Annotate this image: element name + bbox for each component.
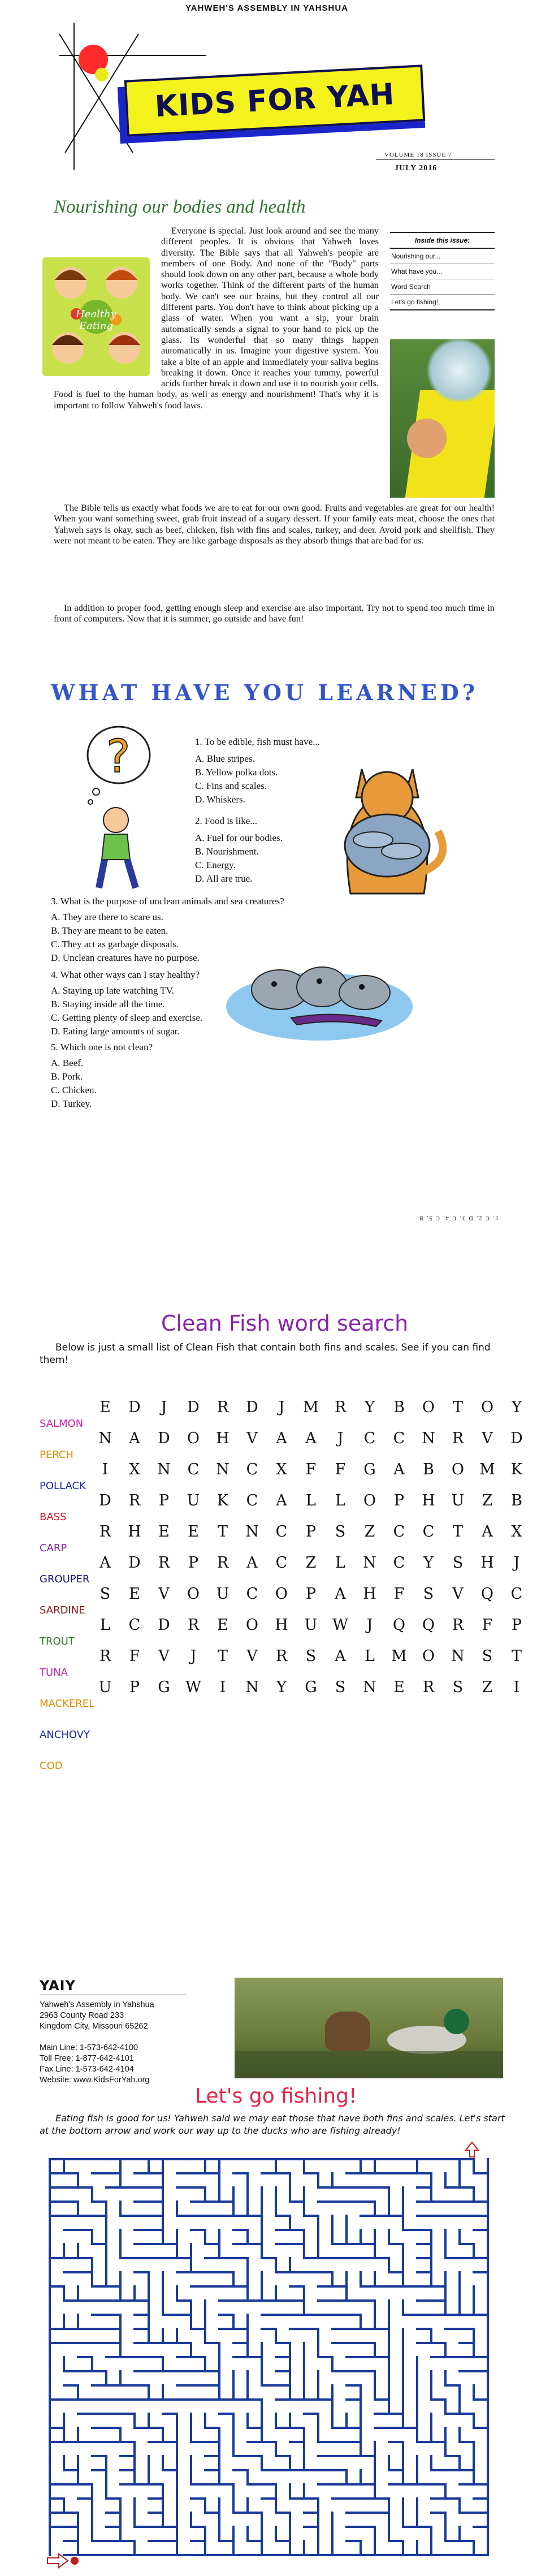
grid-letter[interactable]: R [128, 1492, 141, 1509]
para1-text: Everyone is special. Just look around and see the many different peoples. It is obvious that Yahweh loves diversity. The Bible says that all Yahweh's people are members of one Body. And none of the "Body" parts should look down on any other part, because a whole body works together. Think of the different parts of the human body. We can't see our brains, but they control all our different parts. You don't have to think about picking up a glass of water. When you want a sip, your brain automatically sends a signal to your hand to pick up the glass. Its wonderful that so many things happen automatically in us. Imagine your digestive system. You take a bite of an apple and immediately your saliva begins breaking it down. Once it reaches your tummy, powerful acids further break it down and use it to nourish your cells. Food is fuel to the human body, as well as energy and nourishment! That's why it is important to follow Yahweh's food laws. [54, 225, 379, 411]
grid-row [90, 1554, 531, 1585]
volume-label: VOLUME 18 ISSUE 7 [384, 152, 452, 158]
answer-option[interactable]: D. Whiskers. [195, 794, 245, 805]
grid-letter[interactable]: T [452, 1399, 463, 1416]
grid-letter[interactable]: D [510, 1430, 523, 1447]
grid-letter[interactable]: R [275, 1647, 288, 1665]
inside-item[interactable]: Let's go fishing! [391, 298, 439, 306]
para3-text: In addition to proper food, getting enough sleep and exercise are also important. Try not to spend too much time in front of computers. Now that it is summer, go outside and have fun! [54, 602, 495, 624]
grid-letter[interactable]: L [335, 1554, 345, 1572]
water-reflection [235, 2051, 503, 2078]
grid-letter[interactable]: R [216, 1554, 229, 1572]
grid-letter[interactable]: Y [276, 1679, 287, 1696]
fish-word: POLLACK [40, 1480, 86, 1492]
grid-letter[interactable]: B [511, 1492, 522, 1509]
grid-letter[interactable]: C [393, 1523, 405, 1541]
answer-option[interactable]: C. They act as garbage disposals. [51, 939, 179, 950]
grid-letter[interactable]: O [245, 1616, 259, 1634]
grid-letter[interactable]: C [393, 1554, 405, 1572]
answer-option[interactable]: A. Blue stripes. [195, 753, 255, 764]
grid-letter[interactable]: Z [364, 1523, 375, 1541]
duck-mallard-head [444, 2009, 469, 2034]
grid-letter[interactable]: T [217, 1523, 228, 1541]
fish-word: MACKEREL [40, 1698, 95, 1710]
answer-option[interactable]: D. Turkey. [51, 1098, 92, 1109]
newsletter-title: KIDS FOR YAH [154, 77, 396, 124]
grid-letter[interactable]: P [158, 1492, 170, 1509]
answer-option[interactable]: B. Pork. [51, 1071, 83, 1082]
grid-letter[interactable]: E [158, 1523, 170, 1541]
grid-letter[interactable]: J [513, 1554, 520, 1572]
grid-letter[interactable]: L [306, 1492, 316, 1509]
contact-line: Kingdom City, Missouri 65262 [40, 2022, 148, 2031]
fish-word: CARP [40, 1542, 67, 1554]
fish-word: SARDINE [40, 1604, 85, 1616]
grid-letter[interactable]: H [216, 1430, 229, 1447]
grid-letter[interactable]: S [335, 1523, 346, 1541]
grid-letter[interactable]: C [510, 1585, 523, 1603]
grid-letter[interactable]: Y [365, 1399, 375, 1416]
grid-letter[interactable]: N [98, 1430, 112, 1447]
grid-letter[interactable]: H [128, 1523, 141, 1541]
para2-text: The Bible tells us exactly what foods we are to eat for our own good. Fruits and vegetables are great for our health! When you want something sweet, grab fruit instead of a sugary dessert. If your family eats meat, choose the ones that Yahweh says is okay, such as beef, chicken, fish with fins and scales, turkey, and deer. Avoid pork and shellfish. They were not meant to be eaten. They are like garbage disposals as they absorb things that are bad for us. [54, 502, 495, 546]
grid-letter[interactable]: J [278, 1399, 285, 1416]
grid-letter[interactable]: H [480, 1554, 494, 1572]
grid-letter[interactable]: P [393, 1492, 405, 1509]
answer-option[interactable]: D. Eating large amounts of sugar. [51, 1026, 180, 1037]
fish-word: SALMON [40, 1418, 84, 1430]
grid-letter[interactable]: N [245, 1679, 259, 1696]
wordsearch-intro: Below is just a small list of Clean Fish that contain both fins and scales. See if you can find them! [40, 1342, 491, 1366]
grid-letter[interactable]: K [216, 1492, 229, 1509]
wordsearch-title: Clean Fish word search [161, 1311, 409, 1336]
vol-rule [376, 159, 495, 160]
grid-letter[interactable]: K [510, 1461, 523, 1478]
question-3 [51, 895, 367, 965]
grid-letter[interactable]: E [393, 1679, 405, 1696]
grid-letter[interactable]: R [158, 1554, 170, 1572]
ducks-photo [235, 1978, 503, 2078]
grid-row [90, 1647, 531, 1679]
answer-option[interactable]: A. Fuel for our bodies. [195, 832, 283, 843]
fish-eating-illustration [223, 956, 415, 1046]
contact-line: Main Line: 1-573-642-4100 [40, 2043, 138, 2052]
contact-line: Yahweh's Assembly in Yahshua [40, 2000, 154, 2009]
grid-letter[interactable]: I [513, 1679, 520, 1696]
inside-title: Inside this issue: [390, 233, 495, 249]
grid-letter[interactable]: O [480, 1399, 494, 1416]
grid-letter[interactable]: S [452, 1554, 464, 1572]
grid-letter[interactable]: R [216, 1399, 229, 1416]
grid-row [90, 1430, 531, 1461]
fish-word: PERCH [40, 1449, 73, 1461]
grid-letter[interactable]: S [305, 1647, 317, 1665]
grid-letter[interactable]: P [511, 1616, 522, 1634]
grid-letter[interactable]: F [335, 1461, 346, 1478]
grid-letter[interactable]: R [452, 1616, 464, 1634]
grid-letter[interactable]: S [99, 1585, 111, 1603]
grid-letter[interactable]: D [99, 1492, 111, 1509]
grid-letter[interactable]: F [482, 1616, 493, 1634]
grid-letter[interactable]: Q [392, 1616, 406, 1634]
question-text: 4. What other ways can I stay healthy? [51, 969, 200, 980]
grid-letter[interactable]: B [423, 1461, 434, 1478]
grid-row [90, 1492, 531, 1523]
grid-letter[interactable]: R [99, 1647, 111, 1665]
grid-letter[interactable]: A [305, 1430, 317, 1447]
grid-letter[interactable]: A [276, 1492, 287, 1509]
grid-letter[interactable]: V [246, 1647, 258, 1665]
grid-letter[interactable]: S [335, 1679, 346, 1696]
contact-line[interactable]: Website: www.KidsForYah.org [40, 2076, 150, 2085]
grid-letter[interactable]: S [423, 1585, 434, 1603]
grid-letter[interactable]: D [128, 1554, 141, 1572]
grid-letter[interactable]: F [393, 1585, 405, 1603]
answer-option[interactable]: B. Staying inside all the time. [51, 999, 165, 1009]
grid-letter[interactable]: G [305, 1679, 317, 1696]
question-text: 2. Food is like... [195, 815, 258, 826]
grid-letter[interactable]: V [482, 1430, 493, 1447]
grid-letter[interactable]: Y [423, 1554, 434, 1572]
grid-letter[interactable]: R [187, 1616, 200, 1634]
question-text: 5. Which one is not clean? [51, 1042, 153, 1052]
grid-letter[interactable]: I [102, 1461, 109, 1478]
answer-option[interactable]: B. Nourishment. [195, 846, 259, 857]
answer-option[interactable]: C. Energy. [195, 860, 236, 870]
grid-letter[interactable]: Z [305, 1554, 317, 1572]
question-2 [195, 814, 365, 886]
grid-letter[interactable]: X [276, 1461, 287, 1478]
fish-word: TUNA [40, 1667, 68, 1679]
grid-letter[interactable]: C [363, 1430, 376, 1447]
fish-word: ANCHOVY [40, 1729, 90, 1741]
fish-word-list [40, 1418, 94, 1791]
maze-exit-arrow-icon [464, 2141, 480, 2158]
grid-letter[interactable]: C [275, 1554, 288, 1572]
article-paragraph-3 [54, 602, 495, 624]
question-text: 1. To be edible, fish must have... [195, 736, 320, 747]
inside-this-issue [390, 232, 495, 310]
issue-month: JULY 2016 [395, 164, 438, 172]
grid-letter[interactable]: B [393, 1399, 405, 1416]
grid-letter[interactable]: X [129, 1461, 140, 1478]
grid-letter[interactable]: W [332, 1616, 348, 1634]
confused-man-illustration [73, 724, 175, 894]
grid-letter[interactable]: M [303, 1399, 319, 1416]
grid-letter[interactable]: N [363, 1679, 376, 1696]
duck-upended [325, 2012, 370, 2051]
grid-letter[interactable]: Q [422, 1616, 435, 1634]
grid-letter[interactable]: R [334, 1399, 347, 1416]
quiz-title: WHAT HAVE YOU LEARNED? [51, 680, 479, 705]
grid-letter[interactable]: V [246, 1430, 258, 1447]
grid-letter[interactable]: U [451, 1492, 465, 1509]
grid-letter[interactable]: O [363, 1492, 376, 1509]
grid-letter[interactable]: C [246, 1492, 258, 1509]
grid-letter[interactable]: P [305, 1585, 317, 1603]
svg-text:?: ? [106, 730, 131, 783]
grid-letter[interactable]: N [422, 1430, 435, 1447]
grid-letter[interactable]: N [451, 1647, 465, 1665]
grid-letter[interactable]: T [217, 1647, 228, 1665]
answer-key: 1. C 2. D 3. C 4. C 5. B [418, 1215, 499, 1221]
grid-letter[interactable]: N [157, 1461, 171, 1478]
grid-letter[interactable]: J [190, 1647, 197, 1665]
grid-letter[interactable]: U [304, 1616, 318, 1634]
maze-start-arrow-icon [46, 2552, 80, 2569]
article-paragraph-1 [54, 225, 379, 411]
grid-letter[interactable]: J [366, 1616, 373, 1634]
article-headline: Nourishing our bodies and health [54, 197, 306, 217]
grid-letter[interactable]: I [219, 1679, 226, 1696]
grid-letter[interactable]: S [482, 1647, 493, 1665]
grid-letter[interactable]: R [422, 1679, 435, 1696]
grid-letter[interactable]: C [128, 1616, 141, 1634]
question-text: 3. What is the purpose of unclean animals and sea creatures? [51, 896, 284, 907]
child [407, 418, 447, 458]
grid-letter[interactable]: A [276, 1430, 287, 1447]
contact-line: 2963 County Road 233 [40, 2011, 124, 2020]
grid-letter[interactable]: G [363, 1461, 376, 1478]
question-1 [195, 735, 365, 806]
fishing-maze [46, 2156, 493, 2563]
grid-letter[interactable]: T [511, 1647, 522, 1665]
grid-letter[interactable]: U [187, 1492, 200, 1509]
fish-word: TROUT [40, 1636, 75, 1647]
grid-letter[interactable]: C [422, 1523, 435, 1541]
answer-option[interactable]: D. All are true. [195, 873, 253, 884]
grid-letter[interactable]: A [335, 1647, 346, 1665]
grid-letter[interactable]: U [216, 1585, 229, 1603]
inside-item[interactable]: Word Search [390, 279, 495, 295]
grid-letter[interactable]: C [393, 1430, 405, 1447]
grid-letter[interactable]: O [187, 1585, 200, 1603]
grid-letter[interactable]: G [158, 1679, 170, 1696]
answer-option[interactable]: A. They are there to scare us. [51, 912, 163, 922]
grid-letter[interactable]: E [188, 1523, 199, 1541]
grid-letter[interactable]: D [246, 1399, 258, 1416]
grid-letter[interactable]: O [275, 1585, 288, 1603]
water-slide-photo [390, 339, 495, 498]
grid-letter[interactable]: F [129, 1647, 140, 1665]
grid-letter[interactable]: D [158, 1616, 170, 1634]
inside-item[interactable]: What have you... [390, 264, 495, 279]
grid-row [90, 1461, 531, 1492]
grid-letter[interactable]: V [452, 1585, 464, 1603]
grid-letter[interactable]: O [451, 1461, 465, 1478]
water-splash [424, 339, 495, 402]
grid-letter[interactable]: P [188, 1554, 199, 1572]
answer-option[interactable]: B. Yellow polka dots. [195, 767, 278, 778]
org-name: YAHWEH'S ASSEMBLY IN YAHSHUA [185, 3, 349, 13]
answer-option[interactable]: B. They are meant to be eaten. [51, 925, 168, 936]
grid-letter[interactable]: J [161, 1399, 167, 1416]
article-paragraph-2 [54, 502, 495, 546]
contact-line: Toll Free: 1-877-642-4101 [40, 2054, 134, 2063]
grid-letter[interactable]: P [305, 1523, 317, 1541]
answer-option[interactable]: A. Beef. [51, 1058, 84, 1068]
grid-letter[interactable]: Z [482, 1679, 493, 1696]
grid-letter[interactable]: Z [482, 1492, 493, 1509]
grid-letter[interactable]: R [452, 1430, 464, 1447]
grid-letter[interactable]: E [99, 1399, 111, 1416]
grid-row [90, 1523, 531, 1554]
grid-letter[interactable]: A [129, 1430, 140, 1447]
grid-letter[interactable]: D [128, 1399, 141, 1416]
fish-word: GROUPER [40, 1573, 90, 1585]
maze-intro: Eating fish is good for us! Yahweh said we may eat those that have both fins and scales. Let's start at the bottom arrow and work our way up to the ducks who are fishing already! [40, 2113, 505, 2136]
grid-letter[interactable]: U [98, 1679, 112, 1696]
grid-letter[interactable]: E [217, 1616, 228, 1634]
grid-letter[interactable]: Q [480, 1585, 494, 1603]
answer-option[interactable]: C. Getting plenty of sleep and exercise. [51, 1012, 203, 1023]
grid-letter[interactable]: J [337, 1430, 344, 1447]
grid-letter[interactable]: L [100, 1616, 110, 1634]
grid-letter[interactable]: E [129, 1585, 140, 1603]
grid-letter[interactable]: H [422, 1492, 435, 1509]
grid-letter[interactable]: M [479, 1461, 495, 1478]
grid-letter[interactable]: C [187, 1461, 200, 1478]
grid-letter[interactable]: P [129, 1679, 140, 1696]
grid-letter[interactable]: O [187, 1430, 200, 1447]
grid-letter[interactable]: V [158, 1647, 170, 1665]
grid-letter[interactable]: N [363, 1554, 376, 1572]
grid-letter[interactable]: T [452, 1523, 463, 1541]
fish-word: COD [40, 1760, 63, 1772]
grid-letter[interactable]: O [422, 1399, 435, 1416]
grid-letter[interactable]: Y [512, 1399, 522, 1416]
letter-grid [90, 1399, 531, 1710]
grid-letter[interactable]: V [158, 1585, 170, 1603]
logo: YAIY [40, 1978, 76, 1994]
contact-block [40, 2000, 226, 2086]
grid-letter[interactable]: L [365, 1647, 375, 1665]
grid-row [90, 1399, 531, 1430]
grid-row [90, 1679, 531, 1710]
grid-letter[interactable]: N [216, 1461, 229, 1478]
grid-letter[interactable]: O [422, 1647, 435, 1665]
grid-letter[interactable]: D [158, 1430, 170, 1447]
grid-letter[interactable]: R [99, 1523, 111, 1541]
grid-letter[interactable]: A [246, 1554, 258, 1572]
grid-letter[interactable]: F [305, 1461, 317, 1478]
answer-option[interactable]: C. Chicken. [51, 1085, 97, 1095]
grid-letter[interactable]: A [393, 1461, 405, 1478]
grid-letter[interactable]: M [391, 1647, 407, 1665]
inside-item[interactable]: Nourishing our... [390, 249, 495, 264]
grid-letter[interactable]: W [185, 1679, 201, 1696]
answer-option[interactable]: C. Fins and scales. [195, 780, 267, 791]
answer-option[interactable]: A. Staying up late watching TV. [51, 985, 174, 996]
grid-letter[interactable]: X [511, 1523, 522, 1541]
grid-letter[interactable]: N [245, 1523, 259, 1541]
grid-letter[interactable]: D [187, 1399, 200, 1416]
grid-letter[interactable]: C [246, 1585, 258, 1603]
grid-letter[interactable]: S [452, 1679, 464, 1696]
question-5 [51, 1041, 254, 1111]
maze-title: Let's go fishing! [195, 2085, 357, 2108]
answer-option[interactable]: D. Unclean creatures have no purpose. [51, 952, 200, 963]
grid-row [90, 1616, 531, 1647]
grid-letter[interactable]: C [246, 1461, 258, 1478]
grid-letter[interactable]: A [482, 1523, 493, 1541]
grid-letter[interactable]: H [363, 1585, 376, 1603]
fish-word: BASS [40, 1511, 67, 1523]
grid-letter[interactable]: H [275, 1616, 288, 1634]
grid-row [90, 1585, 531, 1616]
grid-letter[interactable]: A [99, 1554, 111, 1572]
grid-letter[interactable]: L [335, 1492, 345, 1509]
grid-letter[interactable]: C [275, 1523, 288, 1541]
image-caption: Healthy Eating [76, 308, 116, 332]
contact-line: Fax Line: 1-573-642-4104 [40, 2065, 134, 2074]
grid-letter[interactable]: A [335, 1585, 346, 1603]
